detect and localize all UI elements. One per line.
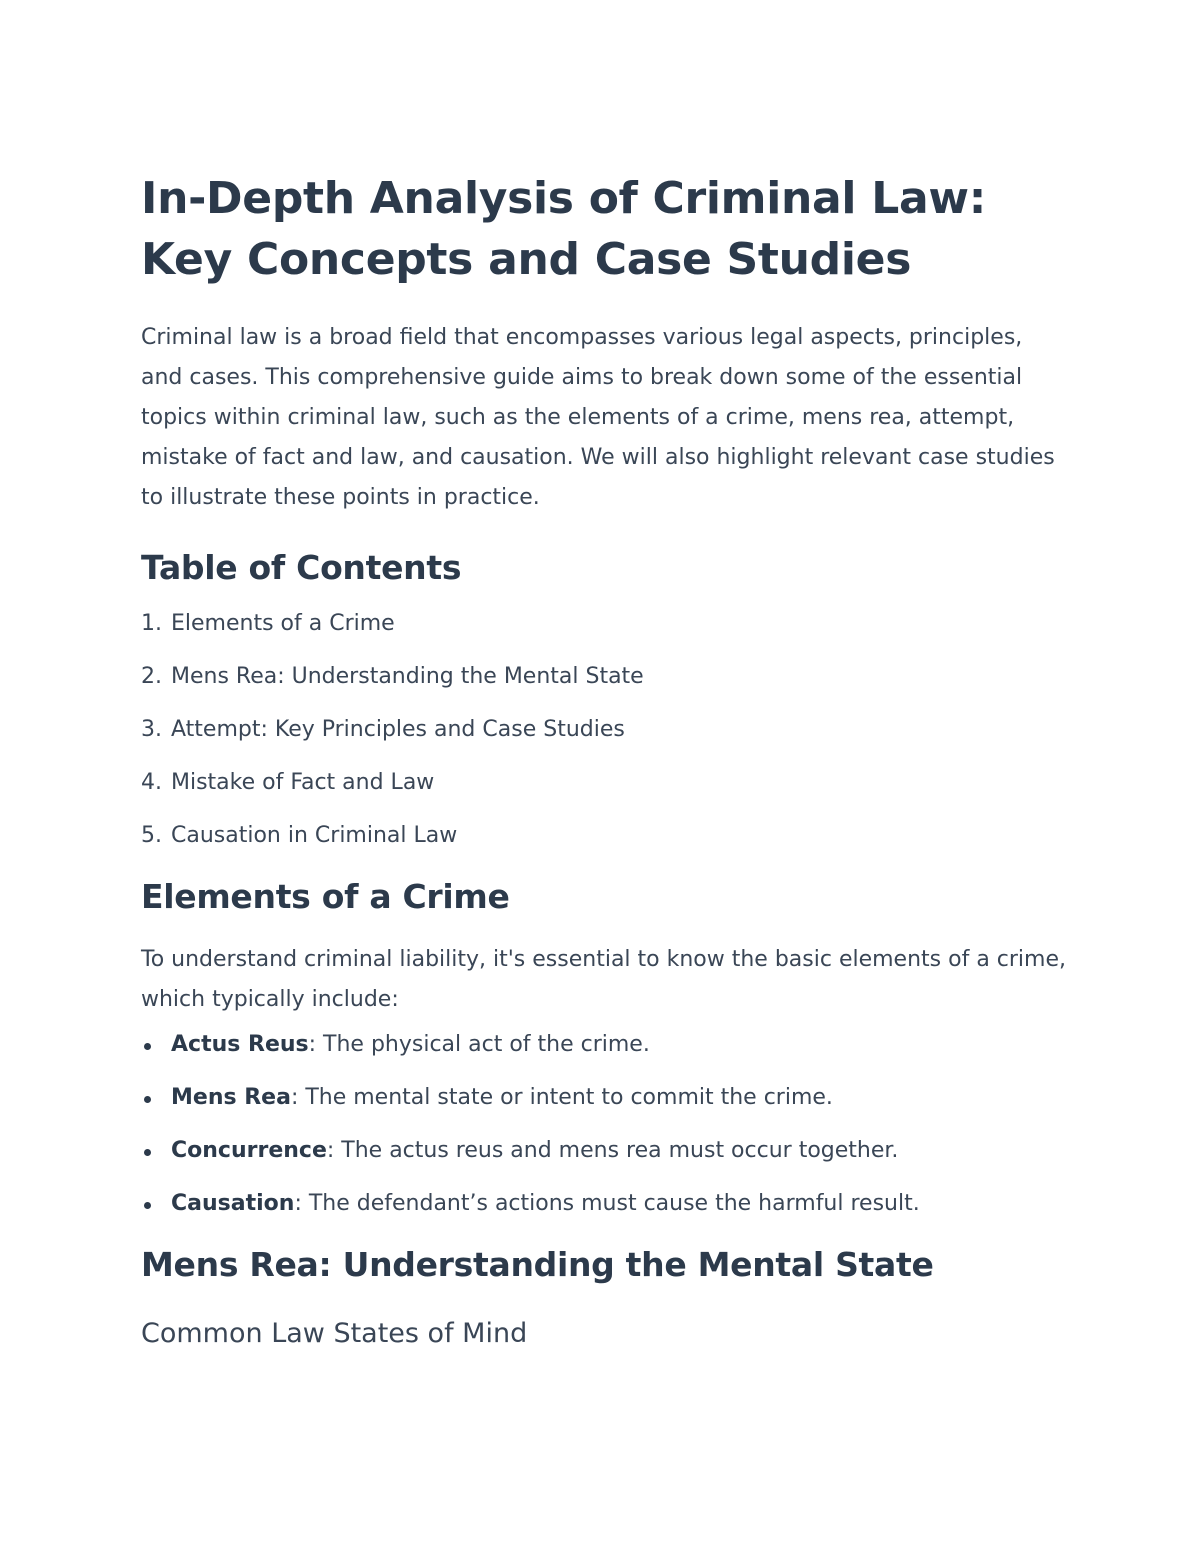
toc-item[interactable] [141,715,1066,745]
document-page [141,168,1066,1354]
mens-rea-heading: Mens Rea: Understanding the Mental State [141,1245,934,1284]
toc-item-number: 5. [141,823,162,848]
toc-item-number: 3. [141,717,162,742]
toc-item-number: 4. [141,770,162,795]
list-item [141,1030,1066,1060]
list-item-desc: : The defendant’s actions must cause the harmful result. [294,1191,920,1216]
list-item-desc: : The mental state or intent to commit the crime. [290,1085,833,1110]
toc-item[interactable] [141,609,1066,639]
toc-item[interactable] [141,821,1066,851]
bullet-icon [144,1043,151,1050]
toc-item-label: Elements of a Crime [171,611,395,636]
states-of-mind-subheading: Common Law States of Mind [141,1318,528,1349]
toc-item-label: Mens Rea: Understanding the Mental State [171,664,644,689]
list-item-desc: : The physical act of the crime. [308,1032,650,1057]
list-item [141,1189,1066,1219]
toc-item-label: Mistake of Fact and Law [171,770,435,795]
toc-item[interactable] [141,768,1066,798]
bullet-icon [144,1096,151,1103]
table-of-contents [141,609,1066,851]
list-item-desc: : The actus reus and mens rea must occur together. [326,1138,899,1163]
list-item-term: Causation [171,1191,295,1216]
toc-item-label: Causation in Criminal Law [171,823,458,848]
toc-item-label: Attempt: Key Principles and Case Studies [171,717,625,742]
elements-list [141,1030,1066,1219]
bullet-icon [144,1202,151,1209]
elements-intro-paragraph: To understand criminal liability, it's essential to know the basic elements of a crime, which typically include: [141,947,1066,1012]
list-item-term: Concurrence [171,1138,327,1163]
intro-paragraph: Criminal law is a broad field that encompasses various legal aspects, principles, and cases. This comprehensive guide aims to break down some of the essential topics within criminal law, such as the elements of a crime, mens rea, attempt, mistake of fact and law, and causation. We will also highlight relevant case studies to illustrate these points in practice. [141,325,1055,510]
document-title: In-Depth Analysis of Criminal Law: Key Concepts and Case Studies [141,173,986,285]
toc-item-number: 1. [141,611,162,636]
list-item [141,1136,1066,1166]
toc-item[interactable] [141,662,1066,692]
list-item-term: Mens Rea [171,1085,291,1110]
elements-heading: Elements of a Crime [141,877,510,916]
toc-item-number: 2. [141,664,162,689]
toc-heading: Table of Contents [141,548,462,587]
list-item [141,1083,1066,1113]
bullet-icon [144,1149,151,1156]
list-item-term: Actus Reus [171,1032,309,1057]
